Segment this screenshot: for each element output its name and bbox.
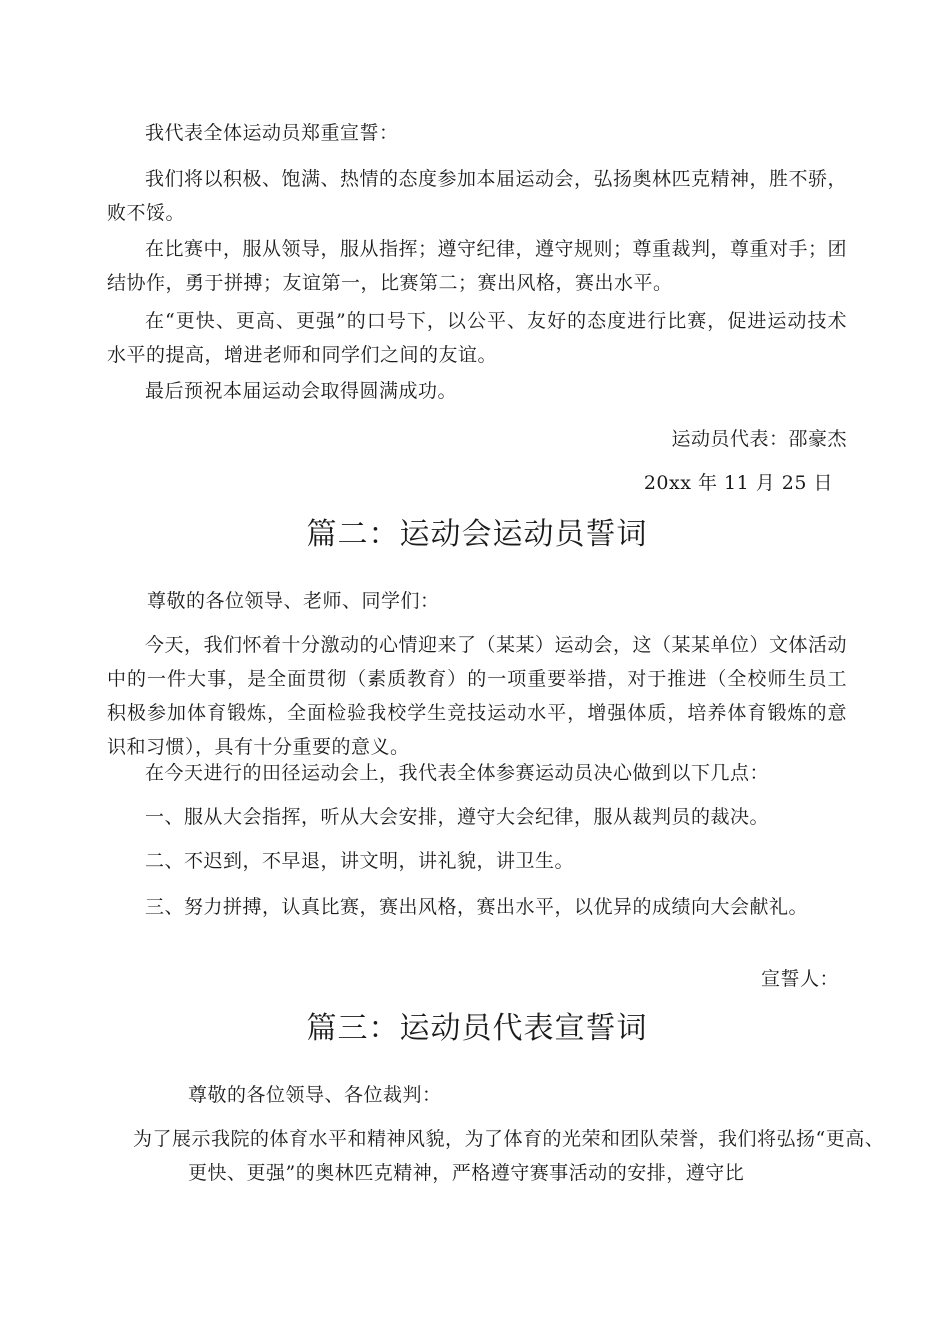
oath-paragraph-3: 在“更快、更高、更强”的口号下，以公平、友好的态度进行比赛，促进运动技术水平的提高，增进老师和同学们之间的友谊。 [107, 310, 847, 366]
oath-closing-paragraph: 最后预祝本届运动会取得圆满成功。 [145, 380, 458, 402]
section-three-greeting: 尊敬的各位领导、各位裁判： [188, 1084, 442, 1106]
athlete-representative-signature: 运动员代表：邵豪杰 [671, 428, 847, 450]
section-two-greeting: 尊敬的各位领导、老师、同学们： [147, 590, 440, 612]
section-two-signer: 宣誓人： [760, 968, 839, 990]
section-two-paragraph-2: 在今天进行的田径运动会上，我代表全体参赛运动员决心做到以下几点： [145, 762, 770, 784]
oath-date: 20xx 年 11 月 25 日 [643, 472, 833, 494]
section-two-item-1: 一、服从大会指挥，听从大会安排，遵守大会纪律，服从裁判员的裁决。 [145, 806, 770, 828]
section-two-item-2: 二、不迟到，不早退，讲文明，讲礼貌，讲卫生。 [145, 850, 575, 872]
section-two-paragraph-1: 今天，我们怀着十分激动的心情迎来了（某某）运动会，这（某某单位）文体活动中的一件大事，是全面贯彻（素质教育）的一项重要举措，对于推进（全校师生员工积极参加体育锻炼，全面检验我校学生竞技运动水平，增强体质，培养体育锻炼的意识和习惯），具有十分重要的意义。 [107, 634, 848, 758]
oath-intro-paragraph: 我代表全体运动员郑重宣誓： [145, 122, 399, 144]
section-three-title: 篇三：运动员代表宣誓词 [306, 1011, 648, 1046]
oath-paragraph-1: 我们将以积极、饱满、热情的态度参加本届运动会，弘扬奥林匹克精神，胜不骄，败不馁。 [107, 168, 848, 224]
section-two-title: 篇二：运动会运动员誓词 [306, 517, 648, 552]
section-three-paragraph-1: 为了展示我院的体育水平和精神风貌，为了体育的光荣和团队荣誉，我们将弘扬“更高、更快、更强”的奥林匹克精神，严格遵守赛事活动的安排，遵守比 [133, 1128, 885, 1184]
oath-paragraph-2: 在比赛中，服从领导，服从指挥；遵守纪律，遵守规则；尊重裁判，尊重对手；团结协作，勇于拼搏；友谊第一，比赛第二；赛出风格，赛出水平。 [107, 238, 848, 294]
section-two-item-3: 三、努力拼搏，认真比赛，赛出风格，赛出水平，以优异的成绩向大会献礼。 [145, 896, 809, 918]
